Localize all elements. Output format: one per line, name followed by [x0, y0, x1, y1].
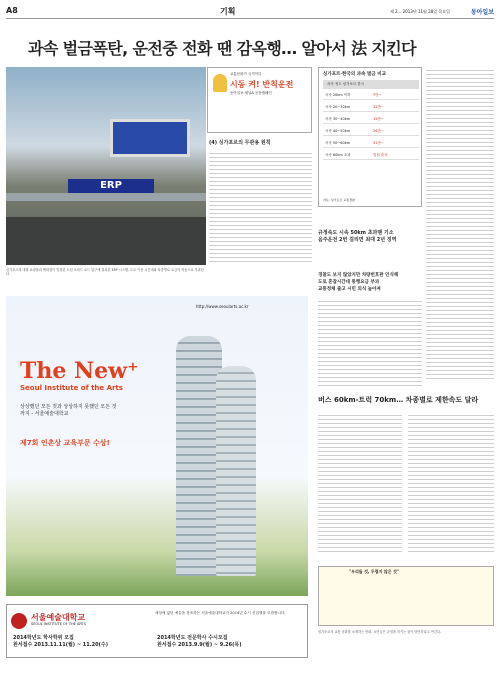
fine-comparison-table	[318, 67, 422, 207]
secondary-headline: 버스 60km-트럭 70km… 차종별로 제한속도 달라	[318, 396, 479, 404]
page-number: A8	[6, 6, 18, 15]
admission-banner	[6, 604, 308, 658]
banner-note: 세상에 없던 예술을 창조하는 서울예술대학교가 2014년 수시 신입생을 모집합니다.	[155, 611, 286, 615]
tower-illustration	[216, 366, 256, 576]
subhead: 경찰도 보지 않았지만 차량번호판 인식해	[318, 273, 399, 278]
subhead: 규정속도 시속 50km 초과땐 기소	[318, 230, 394, 236]
school-logo-icon	[11, 613, 27, 629]
campaign-icon	[213, 74, 227, 92]
subheads-group	[318, 230, 422, 244]
school-name: 서울예술대학교	[31, 613, 86, 622]
ad-url: http://www.seoularts.ac.kr	[196, 304, 249, 309]
cartoon-title: "우리들 것, 두렵지 않은 것"	[349, 569, 399, 574]
table-header: 과속 정도 싱가포르 한국	[323, 80, 419, 89]
road-sign	[110, 119, 190, 157]
table-row: 시속 40~50km 26만~	[323, 126, 419, 136]
cartoon-panel	[318, 566, 494, 626]
campaign-subtitle: 동아일보·채널A 공동캠페인	[230, 91, 272, 95]
ad-tagline: 상상했던 모든 것과 상상하지 못했던 모든 것까지 - 서울예술대학교	[20, 404, 117, 417]
admission-associate: 2014학년도 전문학사 수시모집 원서접수 2013.9.9(월) ~ 9.26(목)	[157, 635, 242, 648]
ad-english-name: Seoul Institute of the Arts	[20, 384, 123, 392]
publication-info: 제 2... 2013년 11월 28일 목요일	[389, 9, 450, 14]
table-row: 시속 50~60km 31만~	[323, 138, 419, 148]
section-label: 기획	[220, 7, 236, 16]
ad-headline: The New⁺	[20, 358, 139, 384]
ad-award: 제7회 인촌상 교육부문 수상!	[20, 439, 110, 447]
admission-bachelor: 2014학년도 학사학위 모집 원서접수 2013.11.11(월) ~ 11.20(수)	[13, 635, 108, 648]
table-source: 자료: 싱가포르 교통경찰	[323, 198, 355, 202]
gantry-bar	[6, 193, 206, 201]
bus-article-col2	[408, 412, 494, 555]
campaign-kicker: 교통문화가 국격이다	[230, 72, 262, 76]
cartoon-caption: 싱가포르의 교통 문화를 소개하는 만화. 시민들은 규정을 지키는 것이 당연하다고 여긴다.	[318, 630, 442, 634]
campaign-title: 시동 켜! 반칙운전	[230, 80, 294, 89]
photo-caption: 싱가포르의 대형 쇼핑몰과 백화점이 밀집된 도심 오차드 로드 입구에 설치된 ERP 시스템. 도로 이용 시간대와 차종별로 요금이 자동으로 부과된다.	[6, 268, 204, 277]
subhead: 음주운전 2번 걸리면 최대 2년 징역	[318, 237, 397, 243]
university-ad	[6, 296, 308, 596]
subheads-group-2	[318, 272, 422, 293]
newspaper-logo: 동아일보	[470, 9, 494, 16]
bus-article-col1	[318, 412, 402, 555]
table-title: 싱가포르·한국의 과속 벌금 비교	[323, 72, 386, 77]
article-text-col1	[209, 150, 312, 265]
article-text-col2	[318, 298, 422, 389]
table-row: 시속 30~40km 15만~	[323, 114, 419, 124]
table-row: 시속 20~30km 12만~	[323, 102, 419, 112]
campaign-box	[207, 67, 312, 133]
article-text-col3	[426, 67, 494, 382]
erp-gantry-photo	[6, 67, 206, 265]
erp-sign: ERP	[68, 179, 154, 193]
table-row: 시속 60km 초과 법원 출석	[323, 150, 419, 160]
subhead: 교통정체 줄고 시민 의식 높아져	[318, 287, 381, 292]
road	[6, 217, 206, 265]
school-english-name: SEOUL INSTITUTE OF THE ARTS	[31, 622, 86, 626]
main-headline: 과속 벌금폭탄, 운전중 전화 땐 감옥행… 알아서 法 지킨다	[28, 39, 417, 58]
page-header	[6, 6, 494, 19]
series-title: (4) 싱가포르의 무관용 원칙	[209, 140, 271, 146]
table-row: 시속 20km 이하 7만~	[323, 90, 419, 100]
subhead: 도로 혼잡시간대 통행요금 부과	[318, 280, 380, 285]
